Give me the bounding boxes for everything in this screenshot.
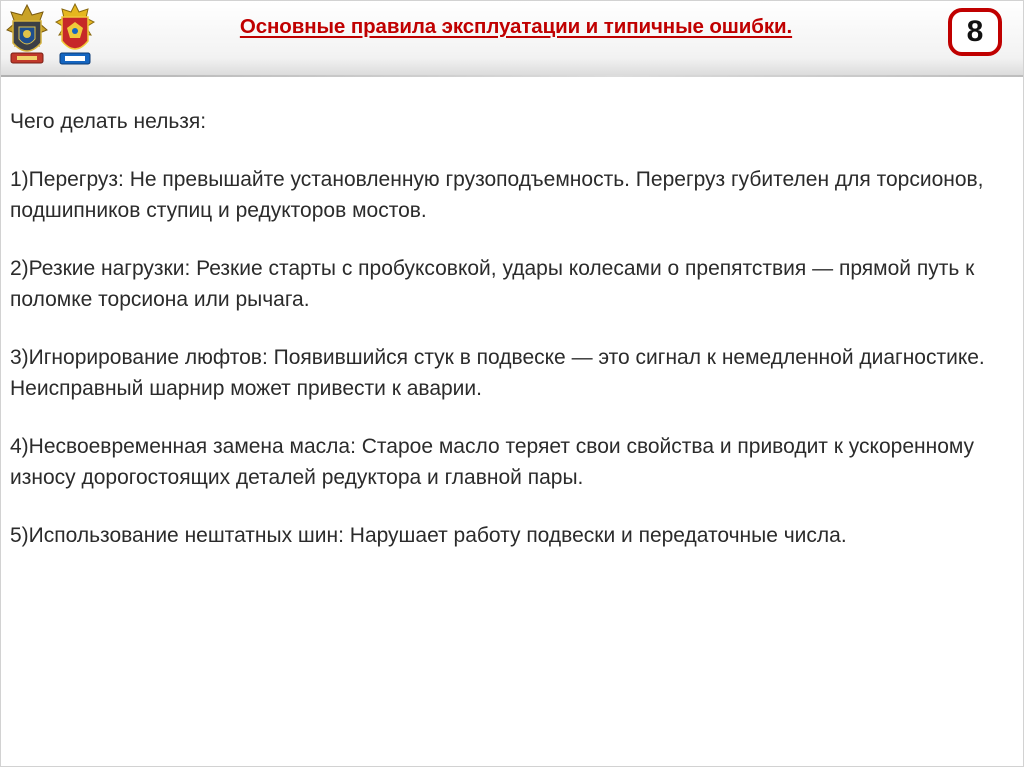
military-emblem-icon (5, 3, 49, 67)
header-divider (1, 75, 1023, 77)
rule-item-ignoring-play: 3)Игнорирование люфтов: Появившийся стук в подвеске — это сигнал к немедленной диагностике. Неисправный шарнир может привести к аварии. (10, 346, 985, 400)
slide-body (10, 106, 1000, 578)
rule-item-oil-change: 4)Несвоевременная замена масла: Старое масло теряет свои свойства и приводит к ускоренному износу дорогостоящих деталей редуктора и главной пары. (10, 435, 975, 489)
slide-header (1, 1, 1023, 77)
rule-item-nonstandard-tires: 5)Использование нештатных шин: Нарушает работу подвески и передаточные числа. (10, 524, 847, 547)
rule-item-overload: 1)Перегруз: Не превышайте установленную грузоподъемность. Перегруз губителен для торсионов, подшипников ступиц и редукторов мостов. (10, 168, 984, 222)
intro-text: Чего делать нельзя: (10, 110, 207, 133)
slide-title: Основные правила эксплуатации и типичные ошибки. (239, 15, 793, 38)
page-number-badge: 8 (948, 8, 1002, 56)
rule-item-sudden-loads: 2)Резкие нагрузки: Резкие старты с пробуксовкой, удары колесами о препятствия — прямой путь к поломке торсиона или рычага. (10, 257, 975, 311)
rescue-emblem-icon (53, 3, 97, 67)
